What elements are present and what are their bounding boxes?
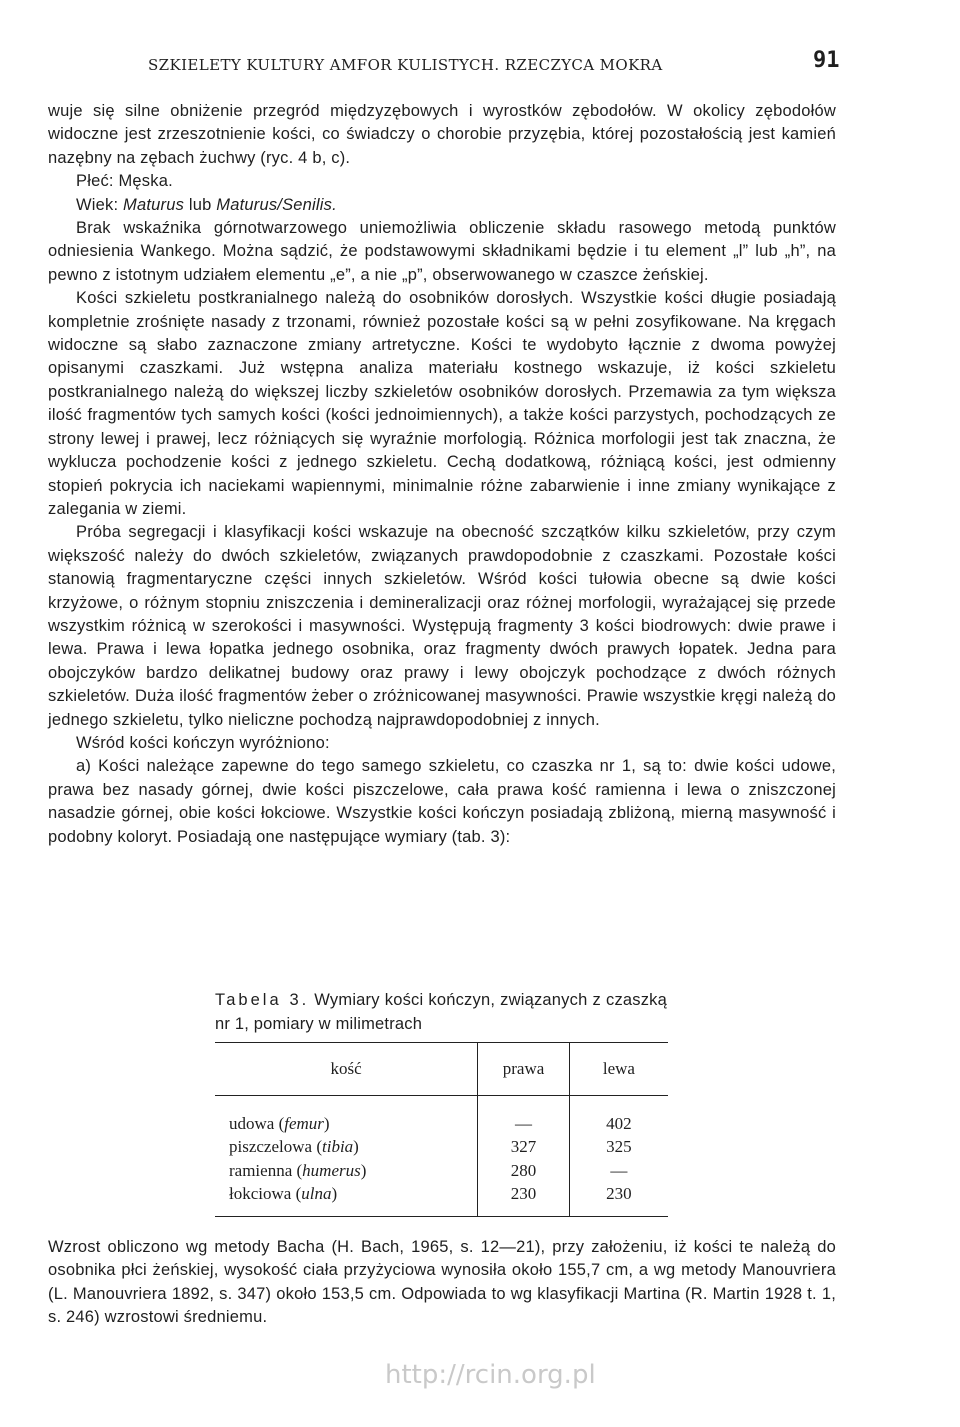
right-value: 327 xyxy=(478,1136,570,1160)
table-row xyxy=(215,1159,668,1183)
watermark: http://rcin.org.pl xyxy=(385,1360,596,1390)
bone-name-cell: ramienna (humerus) xyxy=(229,1160,367,1180)
page-number: 91 xyxy=(813,48,840,73)
paragraph-2: Brak wskaźnika górnotwarzowego uniemożliwia obliczenie składu rasowego metodą punktów odniesienia Wankego. Można sądzić, że podstawowymi składnikami będzie i tu element „l” lub „h”, na pewno z istotnym udziałem elementu „e”, a nie „p”, obserwowanego w czaszce żeńskiej. xyxy=(48,219,836,284)
bone-name-cell: łokciowa (ulna) xyxy=(215,1183,478,1217)
bone-latin: humerus xyxy=(302,1160,361,1180)
right-value: — xyxy=(478,1096,570,1136)
left-value: 325 xyxy=(569,1136,668,1160)
bone-name: udowa xyxy=(229,1113,275,1133)
after-table-text xyxy=(48,1236,836,1330)
age-line xyxy=(48,194,836,217)
paragraph-1: wuje się silne obniżenie przegród międzyzębowych i wyrostków zębodołów. W okolicy zębodołów widoczne jest zrzeszotnienie kości, co świadczy o chorobie przyzębia, której pozostałością jest kamień nazębny na zębach żuchwy (ryc. 4 b, c). xyxy=(48,102,836,167)
bone-name: piszczelowa xyxy=(229,1137,313,1157)
header-bone: kość xyxy=(215,1043,478,1096)
bone-name-cell: udowa (femur) xyxy=(229,1113,330,1133)
table-caption xyxy=(215,988,667,1036)
header-left: lewa xyxy=(569,1043,668,1096)
left-value: — xyxy=(569,1159,668,1183)
table-row xyxy=(215,1183,668,1217)
right-value: 230 xyxy=(478,1183,570,1217)
table-caption-text: Wymiary kości kończyn, związanych z czaszką nr 1, pomiary w milimetrach xyxy=(215,991,667,1033)
table-header-row xyxy=(215,1043,668,1096)
measurements-table xyxy=(215,1042,668,1217)
bone-latin: ulna xyxy=(301,1184,332,1204)
age-joiner: lub xyxy=(188,195,212,214)
sex-line xyxy=(48,170,836,193)
right-value: 280 xyxy=(478,1159,570,1183)
bone-latin: femur xyxy=(284,1113,324,1133)
bone-name-cell: piszczelowa (tibia) xyxy=(229,1137,359,1157)
paragraph-5: Wśród kości kończyn wyróżniono: xyxy=(76,733,330,752)
bone-name: łokciowa xyxy=(229,1184,292,1204)
age-value-1: Maturus xyxy=(123,195,185,214)
table-row xyxy=(215,1096,668,1136)
paragraph-3: Kości szkieletu postkranialnego należą do osobników dorosłych. Wszystkie kości długie posiadają kompletnie zrośnięte nasady z trzonami, również pozostałe kości są w pełni zosyfikowane. Na kręgach widoczne są słabo zaznaczone zmiany artretyczne. Kości te wydobyto łącznie z dwoma powyżej opisanymi czaszkami. Już wstępna analiza materiału kostnego wskazuje, iż kości szkieletu postkranialnego należą do większej liczby szkieletów osobników dorosłych. Przemawia za tym większa ilość fragmentów tych samych kości (kości jednoimiennych), a także kości parzystych, pochodzących ze strony lewej i prawej, lecz różniących się wyraźnie morfologią. Różnica morfologii jest tak znaczna, że wyklucza pochodzenie kości z jednego szkieletu. Cechą dodatkową, różniącą kości, jest odmienny stopień pokrycia ich naciekami wapiennymi, minimalnie różne zabarwienie i inne zmiany wynikające z zalegania w ziemi. xyxy=(48,289,836,518)
running-title: SZKIELETY KULTURY AMFOR KULISTYCH. RZECZYCA MOKRA xyxy=(148,56,663,74)
paragraph-6: a) Kości należące zapewne do tego samego szkieletu, co czaszka nr 1, są to: dwie kości udowe, prawa bez nasady górnej, dwie kości piszczelowe, cała prawa kość ramienna i lewa o zniszczonej nasadzie górnej, obie kości łokciowe. Wszystkie kości kończyn posiadają zbliżoną, mierną masywność i podobny koloryt. Posiadają one następujące wymiary (tab. 3): xyxy=(48,757,836,846)
age-value-2: Maturus/Senilis. xyxy=(216,195,337,214)
table-label: Tabela 3. xyxy=(215,991,310,1009)
sex-label: Płeć: xyxy=(76,172,114,191)
body-text xyxy=(48,100,836,849)
sex-value: Męska. xyxy=(118,172,173,191)
header-right: prawa xyxy=(478,1043,570,1096)
table-row xyxy=(215,1136,668,1160)
left-value: 402 xyxy=(569,1096,668,1136)
paragraph-4: Próba segregacji i klasyfikacji kości wskazuje na obecność szczątków kilku szkieletów, przy czym większość należy do dwóch szkieletów, związanych prawdopodobnie z czaszkami. Pozostałe kości stanowią fragmentaryczne części innych szkieletów. Wśród kości tułowia obecne są dwie kości krzyżowe, o różnym stopniu zniszczenia i demineralizacji oraz różnej morfologii, wyrażającej się przede wszystkim różnicą w szerokości i masywności. Występują fragmenty 3 kości biodrowych: dwie prawe i lewa. Prawa i lewa łopatka jednego osobnika, oraz fragmenty dwóch prawych łopatek. Jedna para obojczyków bardzo delikatnej budowy oraz prawy i lewy obojczyk pochodzące z dwóch różnych szkieletów. Duża ilość fragmentów żeber o zróżnicowanej masywności. Prawie wszystkie kręgi należą do jednego szkieletu, tylko nieliczne pochodzą najprawdopodobniej z innych. xyxy=(48,523,836,729)
left-value: 230 xyxy=(569,1183,668,1217)
bone-name: ramienna xyxy=(229,1160,293,1180)
paragraph-7: Wzrost obliczono wg metody Bacha (H. Bach, 1965, s. 12—21), przy założeniu, iż kości te należą do osobnika płci żeńskiej, wysokość ciała przyżyciowa wynosiła około 155,7 cm, a wg metody Manouvriera (L. Manouvriera 1892, s. 347) około 153,5 cm. Odpowiada to wg klasyfikacji Martina (R. Martin 1928 t. 1, s. 246) wzrostowi średniemu. xyxy=(48,1238,836,1327)
age-label: Wiek: xyxy=(76,195,119,214)
bone-latin: tibia xyxy=(322,1137,354,1157)
